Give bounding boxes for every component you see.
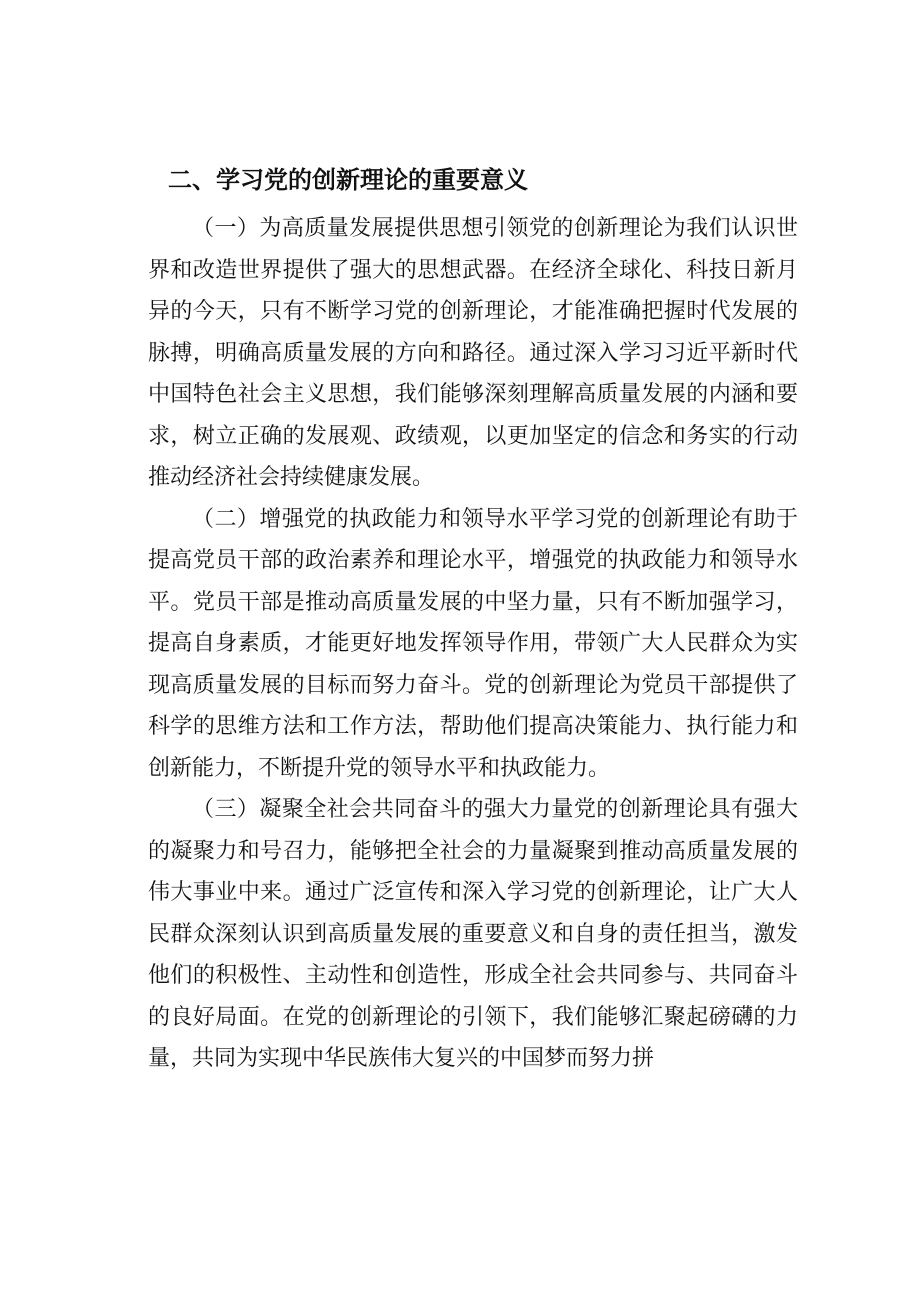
- paragraph-1: （一）为高质量发展提供思想引领党的创新理论为我们认识世界和改造世界提供了强大的思想武器。在经济全球化、科技日新月异的今天，只有不断学习党的创新理论，才能准确把握时代发展的脉搏，明确高质量发展的方向和路径。通过深入学习习近平新时代中国特色社会主义思想，我们能够深刻理解高质量发展的内涵和要求，树立正确的发展观、政绩观，以更加坚定的信念和务实的行动推动经济社会持续健康发展。: [148, 216, 798, 490]
- document-body: [148, 152, 798, 1080]
- paragraph-2: （二）增强党的执政能力和领导水平学习党的创新理论有助于提高党员干部的政治素养和理论水平，增强党的执政能力和领导水平。党员干部是推动高质量发展的中坚力量，只有不断加强学习，提高自身素质，才能更好地发挥领导作用，带领广大人民群众为实现高质量发展的目标而努力奋斗。党的创新理论为党员干部提供了科学的思维方法和工作方法，帮助他们提高决策能力、执行能力和创新能力，不断提升党的领导水平和执政能力。: [148, 506, 798, 781]
- paragraph-3: （三）凝聚全社会共同奋斗的强大力量党的创新理论具有强大的凝聚力和号召力，能够把全社会的力量凝聚到推动高质量发展的伟大事业中来。通过广泛宣传和深入学习党的创新理论，让广大人民群众深刻认识到高质量发展的重要意义和自身的责任担当，激发他们的积极性、主动性和创造性，形成全社会共同参与、共同奋斗的良好局面。在党的创新理论的引领下，我们能够汇聚起磅礴的力量，共同为实现中华民族伟大复兴的中国梦而努力拼: [148, 797, 798, 1071]
- section-title: 二、学习党的创新理论的重要意义: [168, 166, 528, 194]
